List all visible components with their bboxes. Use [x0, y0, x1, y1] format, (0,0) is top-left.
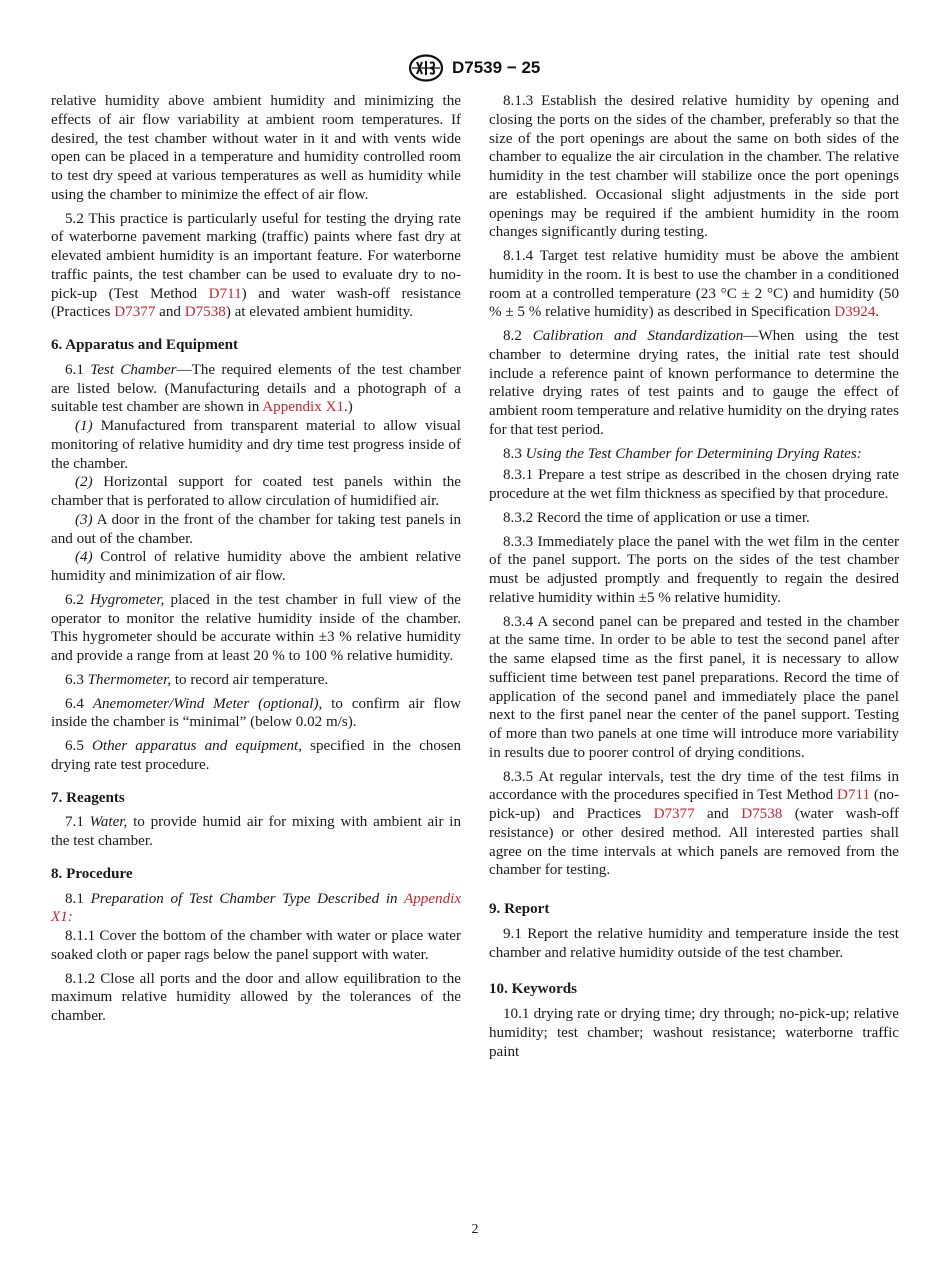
paragraph-8-1-4: 8.1.4 Target test relative humidity must be above the ambient humidity in the room. It is best to use the chamber in a conditioned room at a controlled temperature (23 °C ± 2 °C) and humidity (50 % ± 5 % relative humidity) as described in Specification D3924. — [489, 248, 899, 321]
paragraph-5-2: 5.2 This practice is particularly useful for testing the drying rate of waterborne pavement marking (traffic) paints where fast dry at elevated ambient humidity is an important feature. For waterborne traffic paints, the test chamber can be used to evaluate dry to no-pick-up (Test Method D711) and water wash-off resistance (Practices D7377 and D7538) at elevated ambient humidity. — [51, 210, 461, 321]
section-heading-9: 9. Report — [489, 901, 550, 917]
standard-designation: D7539 − 25 — [452, 58, 541, 77]
paragraph-8-1-1: 8.1.1 Cover the bottom of the chamber with water or place water soaked cloth or paper rags below the panel support with water. — [51, 928, 461, 963]
paragraph-8-2: 8.2 Calibration and Standardization—When using the test chamber to determine drying rates, the initial rate test should include a reference paint of known performance to determine the relative drying rates of test paints and to gauge the effect of ambient room temperature and relative humidity on the drying rates for that test period. — [489, 328, 899, 438]
paragraph-8-1-3: 8.1.3 Establish the desired relative humidity by opening and closing the ports on the sides of the chamber, preferably so that the size of the port openings are about the same on both sides of the chamber to equalize the air circulation in the chamber. The relative humidity in the test chamber will stabilize once the port openings are established. Occasional slight adjustments in the side port openings may be required if the ambient humidity in the room changes significantly during testing. — [489, 93, 899, 241]
paragraph-6-4: 6.4 Anemometer/Wind Meter (optional), to confirm air flow inside the chamber is “minimal” (below 0.02 m/s). — [51, 695, 462, 731]
page-number: 2 — [471, 1222, 479, 1237]
paragraph-8-1: 8.1 Preparation of Test Chamber Type Described in Appendix X1: — [51, 890, 462, 926]
section-heading-10: 10. Keywords — [489, 981, 578, 998]
paragraph-7-1: 7.1 Water, to provide humid air for mixing with ambient air in the test chamber. — [51, 814, 462, 849]
link-d711[interactable]: D711 — [208, 285, 242, 302]
link-appendix-x1[interactable]: Appendix X1 — [262, 399, 345, 416]
section-heading-6: 6. Apparatus and Equipment — [51, 337, 239, 353]
paragraph-10-1: 10.1 drying rate or drying time; dry through; no-pick-up; relative humidity; test chamber; washout resistance; waterborne traffic paint — [489, 1006, 899, 1060]
page-header — [0, 54, 950, 84]
list-item-1: (1) Manufactured from transparent material to allow visual monitoring of relative humidity and dry time test progress inside of the chamber. — [51, 418, 461, 472]
link-d7538-2[interactable]: D7538 — [741, 806, 783, 822]
paragraph-8-3-2: 8.3.2 Record the time of application or use a timer. — [503, 509, 810, 526]
paragraph-8-1-2: 8.1.2 Close all ports and the door and allow equilibration to the maximum relative humidity allowed by the tolerances of the chamber. — [51, 970, 461, 1024]
paragraph-8-3-1: 8.3.1 Prepare a test stripe as described in the chosen drying rate procedure at the wet film thickness as specified by that procedure. — [489, 467, 899, 502]
paragraph-6-2: 6.2 Hygrometer, placed in the test chamber in full view of the operator to monitor the relative humidity inside of the chamber. This hygrometer should be accurate within ±3 % relative humidity and provide a range from at least 20 % to 100 % relative humidity. — [51, 591, 461, 664]
paragraph-6-1: 6.1 Test Chamber—The required elements of the test chamber are listed below. (Manufacturing details and a photograph of a suitable test chamber are shown in Appendix X1.) — [51, 361, 462, 416]
list-item-2: (2) Horizontal support for coated test panels within the chamber that is perforated to allow circulation of humidified air. — [51, 474, 461, 509]
left-column — [51, 92, 461, 1031]
paragraph-6-3: 6.3 Thermometer, to record air temperature. — [65, 671, 329, 688]
right-column — [489, 92, 899, 1066]
paragraph-5-1-continued: relative humidity above ambient humidity and minimizing the effects of air flow variability at ambient room temperatures. If desired, the test chamber without water in it and with vents wide open can be placed in a temperature and humidity controlled room to test dry speed at various temperatures as well as humidity while using the chamber to minimize the effect of air flow. — [51, 93, 461, 203]
link-appendix-x1-procedure[interactable]: Appendix X1: — [51, 890, 462, 926]
list-item-4: (4) Control of relative humidity above the ambient relative humidity and minimization of air flow. — [51, 549, 461, 584]
link-d3924[interactable]: D3924 — [834, 304, 876, 321]
link-d7377[interactable]: D7377 — [114, 304, 156, 321]
link-d711-2[interactable]: D711 — [837, 787, 870, 804]
paragraph-8-3-4: 8.3.4 A second panel can be prepared and tested in the chamber at the same time. In order to be able to test the second panel after the same elapsed time as the first panel, it is necessary to allow sufficient time between test panel preparations. Record the time of application of the second panel and immediately place the panel next to the first panel near the center of the panel support. Testing of more than two panels at one time will introduce more variability in results due to poorer control of drying conditions. — [489, 613, 899, 761]
paragraph-9-1: 9.1 Report the relative humidity and temperature inside the test chamber and relative humidity outside of the test chamber. — [489, 925, 899, 961]
paragraph-8-3-3: 8.3.3 Immediately place the panel with the wet film in the center of the panel support. The ports on the sides of the test chamber must be adjusted promptly and frequently to regain the desired relative humidity within ±5 % relative humidity. — [489, 533, 899, 606]
astm-logo-icon — [408, 54, 444, 82]
link-d7538[interactable]: D7538 — [184, 304, 226, 321]
list-item-3: (3) A door in the front of the chamber for taking test panels in and out of the chamber. — [51, 511, 461, 547]
paragraph-8-3-5: 8.3.5 At regular intervals, test the dry time of the test films in accordance with the procedures specified in Test Method D711 (no-pick-up) and Practices D7377 and D7538 (water wash-off resistance) or other desired method. All interested parties shall agree on the time intervals at which panels are removed from the chamber for testing. — [489, 768, 899, 879]
paragraph-6-5: 6.5 Other apparatus and equipment, specified in the chosen drying rate test procedure. — [51, 738, 462, 773]
section-heading-8: 8. Procedure — [51, 865, 133, 882]
link-d7377-2[interactable]: D7377 — [653, 806, 695, 822]
section-heading-7: 7. Reagents — [51, 789, 125, 806]
paragraph-8-3: 8.3 Using the Test Chamber for Determining Drying Rates: — [503, 445, 862, 462]
